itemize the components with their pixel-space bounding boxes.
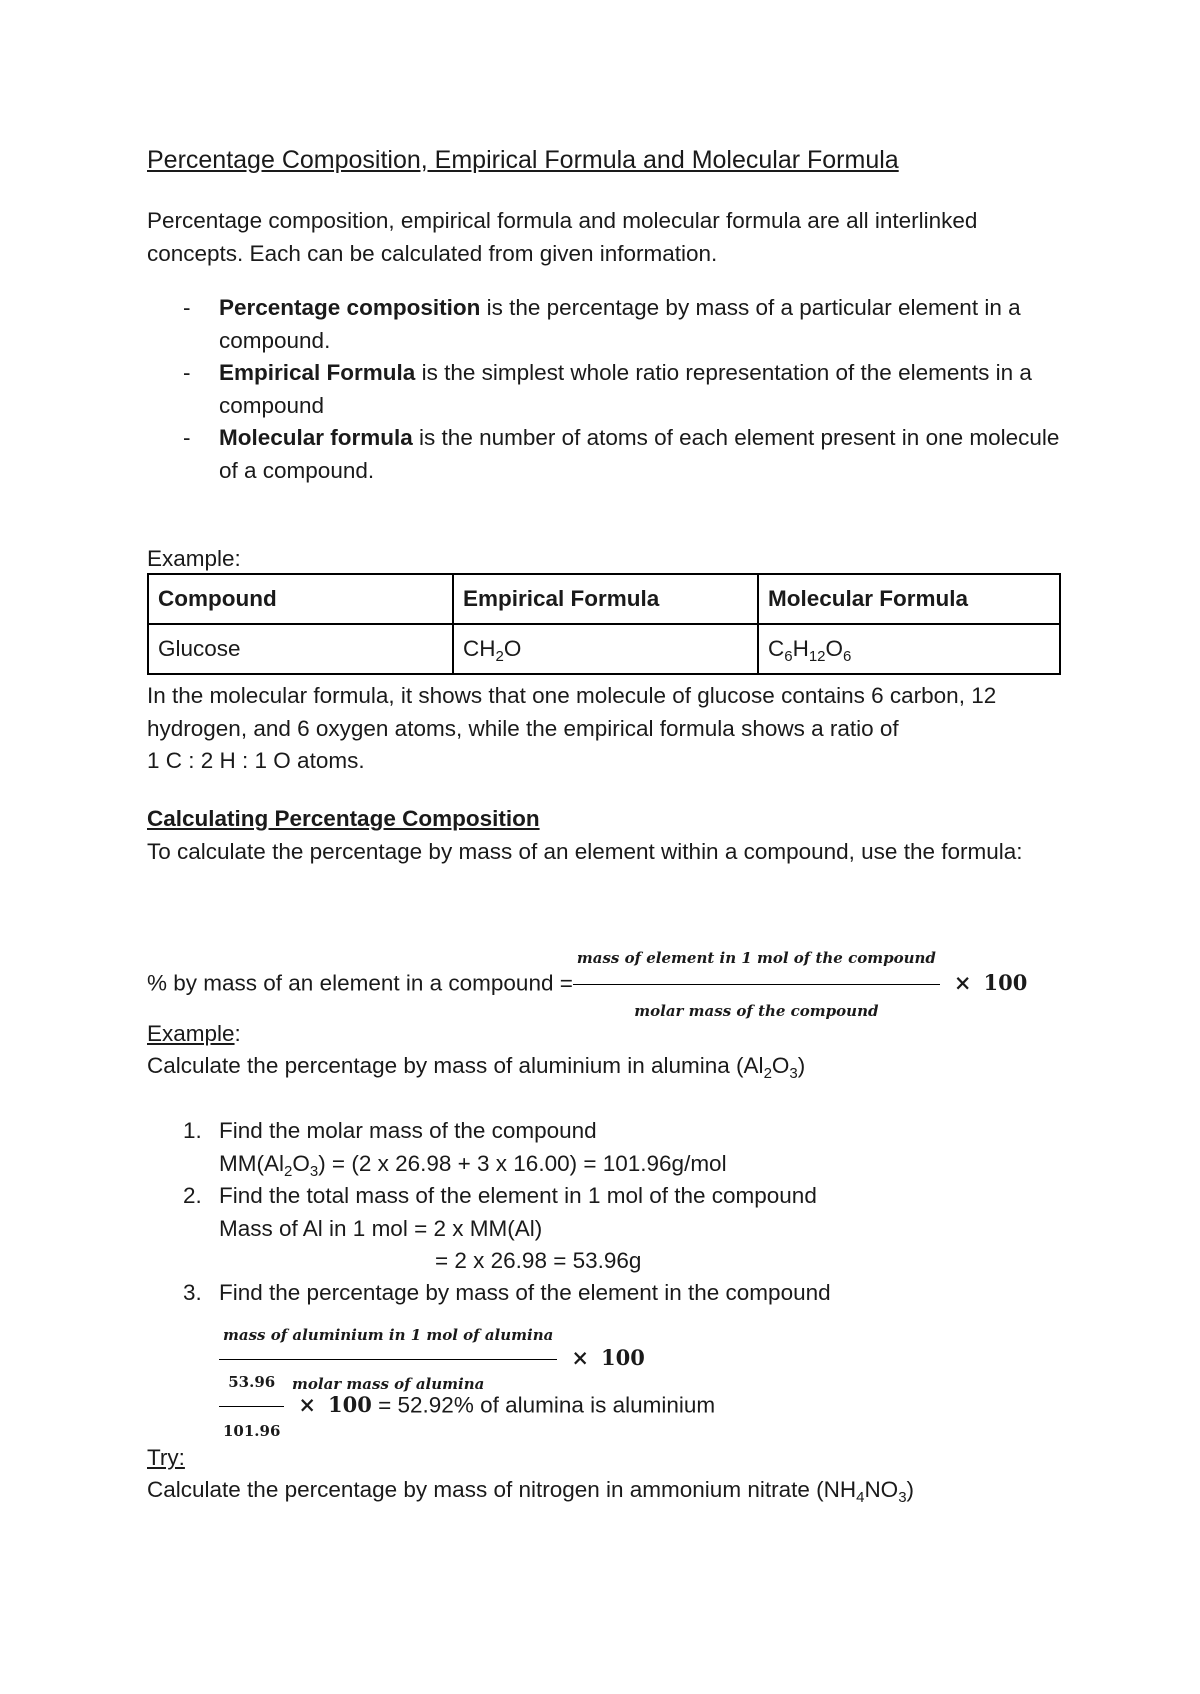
step3-result: $\frac{53.96}{101.96}$ × 100 = 52.92% of alumina is aluminium	[219, 1359, 1139, 1454]
page-title: Percentage Composition, Empirical Formula and Molecular Formula	[147, 146, 899, 174]
step-3: 3. Find the percentage by mass of the element in the compound	[183, 1280, 831, 1305]
example2-question: Calculate the percentage by mass of aluminium in alumina $(Al_2O_3)$	[147, 1053, 806, 1082]
table-header-row	[148, 574, 1060, 624]
bullet-molecular-formula	[183, 422, 1063, 487]
bullet-term: Empirical Formula	[219, 360, 416, 385]
bullet-dash: -	[183, 295, 191, 320]
example2-label: Example:	[147, 1021, 241, 1046]
formula-table	[147, 573, 1061, 675]
try-question: Calculate the percentage by mass of nitrogen in ammonium nitrate $(NH_4NO_3)$	[147, 1477, 915, 1506]
formula-lhs: % by mass of an element in a compound =	[147, 970, 573, 996]
table-header-cell: Molecular Formula	[758, 574, 1060, 624]
table-cell-compound: Glucose	[148, 624, 453, 674]
step2-line1: Mass of Al in 1 mol = 2 x MM(Al)	[219, 1215, 543, 1241]
bullet-text: is the number of atoms of each element present in one molecule of a compound.	[219, 425, 1060, 483]
bullet-empirical-formula	[183, 357, 1063, 422]
step3-formula: $\frac{\text{mass of aluminium in 1 mol of alumina}}{\text{molar mass of alumina}}$ × 100	[219, 1312, 1139, 1407]
result-fraction: $\frac{53.96}{101.96}$	[219, 1359, 284, 1454]
step-2: 2. Find the total mass of the element in 1 mol of the compound Mass of Al in 1 mol = 2 x MM(Al) = 2 x 26.98 = 53.96g	[183, 1183, 817, 1273]
step2-line2: = 2 x 26.98 = 53.96g	[435, 1248, 642, 1273]
step1-calc: $MM(Al_2O_3) = (2$ x 26.98 + 3 x 16.00) = 101.96g/mol	[219, 1150, 727, 1180]
bullet-dash: -	[183, 425, 191, 450]
formula-fraction: $\frac{\text{mass of element in 1 mol of the compound}}{\text{molar mass of the compound}}$	[573, 933, 940, 1036]
try-label: Try:	[147, 1445, 185, 1470]
example-label: Example:	[147, 546, 241, 571]
bullet-term: Molecular formula	[219, 425, 413, 450]
bullet-text: is the simplest whole ratio representation of the elements in a compound	[219, 360, 1032, 418]
intro-paragraph: Percentage composition, empirical formula and molecular formula are all interlinked concepts. Each can be calculated from given information.	[147, 208, 978, 266]
ratio-text: 1 C : 2 H : 1 O atoms.	[147, 748, 365, 773]
table-header-cell: Compound	[148, 574, 453, 624]
step3-fraction: $\frac{\text{mass of aluminium in 1 mol of alumina}}{\text{molar mass of alumina}}$	[219, 1312, 557, 1407]
table-header-cell: Empirical Formula	[453, 574, 758, 624]
section-text: To calculate the percentage by mass of an element within a compound, use the formula:	[147, 839, 1023, 864]
bullet-dash: -	[183, 360, 191, 385]
table-note: In the molecular formula, it shows that one molecule of glucose contains 6 carbon, 12 hydrogen, and 6 oxygen atoms, while the empirical formula shows a ratio of 1 C : 2 H : 1 O atoms.	[147, 683, 997, 773]
table-row	[148, 624, 1060, 674]
table-cell-empirical: $CH_2O$	[453, 624, 758, 674]
percentage-formula: % by mass of an element in a compound = $\frac{\text{mass of element in 1 mol of the compound}}{\text{molar mass of the compound}}$ × 100	[147, 933, 1067, 1036]
step-1: 1. Find the molar mass of the compound $MM(Al_2O_3) = (2$ x 26.98 + 3 x 16.00) = 101.96g/mol	[183, 1118, 727, 1180]
table-cell-molecular: $C_6H_{12}O_6$	[758, 624, 1060, 674]
section-heading: Calculating Percentage Composition	[147, 806, 540, 831]
bullet-text: is the percentage by mass of a particular element in a compound.	[219, 295, 1021, 353]
bullet-term: Percentage composition	[219, 295, 481, 320]
bullet-percentage-composition	[183, 292, 1063, 357]
